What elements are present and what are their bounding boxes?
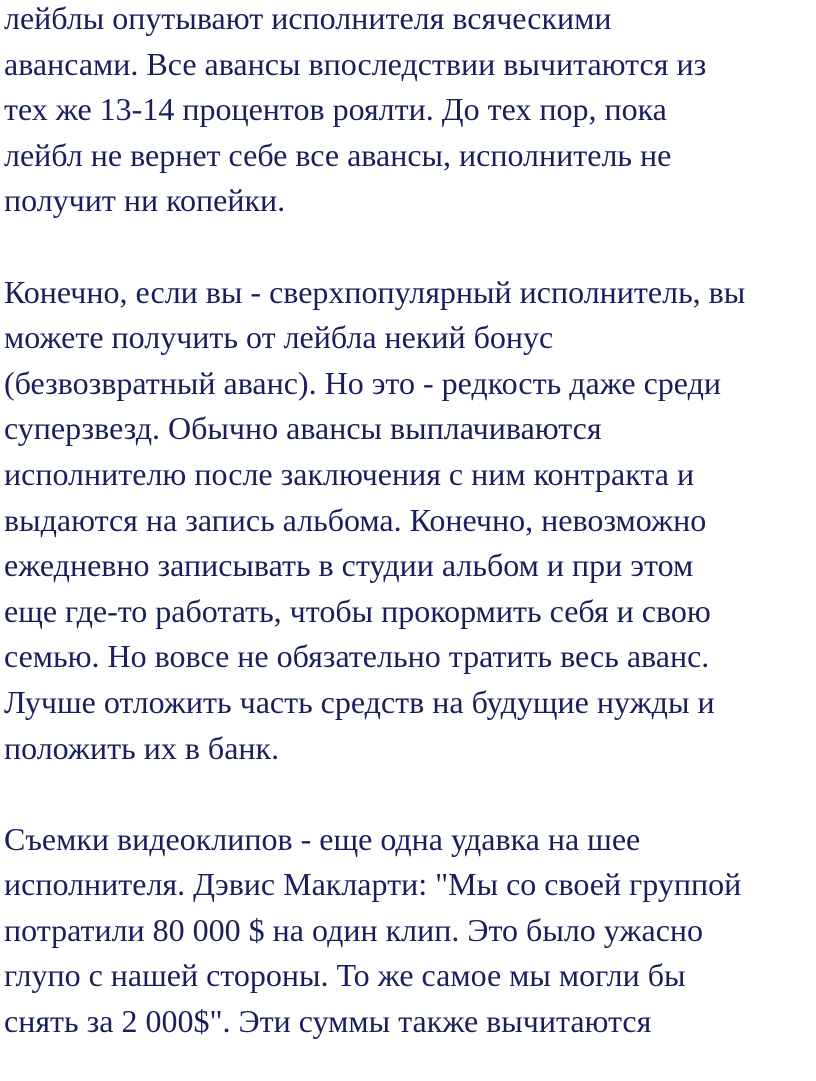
text-line: можете получить от лейбла некий бонус: [4, 319, 554, 356]
text-line: Съемки видеоклипов - еще одна удавка на шее: [4, 820, 641, 857]
paragraph: [4, 0, 816, 224]
text-line: авансами. Все авансы впоследствии вычитаются из: [4, 45, 707, 82]
text-line: потратили 80 000 $ на один клип. Это было ужасно: [4, 911, 704, 948]
text-line: глупо с нашей стороны. То же самое мы могли бы: [4, 957, 686, 994]
text-line: выдаются на запись альбома. Конечно, невозможно: [4, 501, 707, 538]
text-line: лейбл не вернет себе все авансы, исполнитель не: [4, 136, 672, 173]
paragraph: [4, 817, 816, 1045]
text-line: исполнителю после заключения с ним контракта и: [4, 455, 695, 492]
paragraph-spacer: [4, 224, 816, 270]
text-line: Лучше отложить часть средств на будущие нужды и: [4, 683, 715, 720]
text-line: тех же 13-14 процентов роялти. До тех пор, пока: [4, 91, 667, 128]
paragraph: [4, 270, 816, 772]
text-line: снять за 2 000$". Эти суммы также вычитаются: [4, 1003, 652, 1040]
paragraph-spacer: [4, 771, 816, 817]
document-body: [4, 0, 816, 1045]
text-line: еще где-то работать, чтобы прокормить себя и свою: [4, 592, 711, 629]
text-line: Конечно, если вы - сверхпопулярный исполнитель, вы: [4, 273, 746, 310]
text-line: суперзвезд. Обычно авансы выплачиваются: [4, 410, 602, 447]
text-line: семью. Но вовсе не обязательно тратить весь аванс.: [4, 638, 710, 675]
text-line: (безвозвратный аванс). Но это - редкость даже среди: [4, 364, 721, 401]
text-line: исполнителя. Дэвис Макларти: "Мы со своей группой: [4, 866, 742, 903]
text-line: получит ни копейки.: [4, 182, 286, 219]
text-line: положить их в банк.: [4, 729, 280, 766]
text-line: ежедневно записывать в студии альбом и при этом: [4, 547, 694, 584]
text-line: лейблы опутывают исполнителя всяческими: [4, 0, 612, 36]
